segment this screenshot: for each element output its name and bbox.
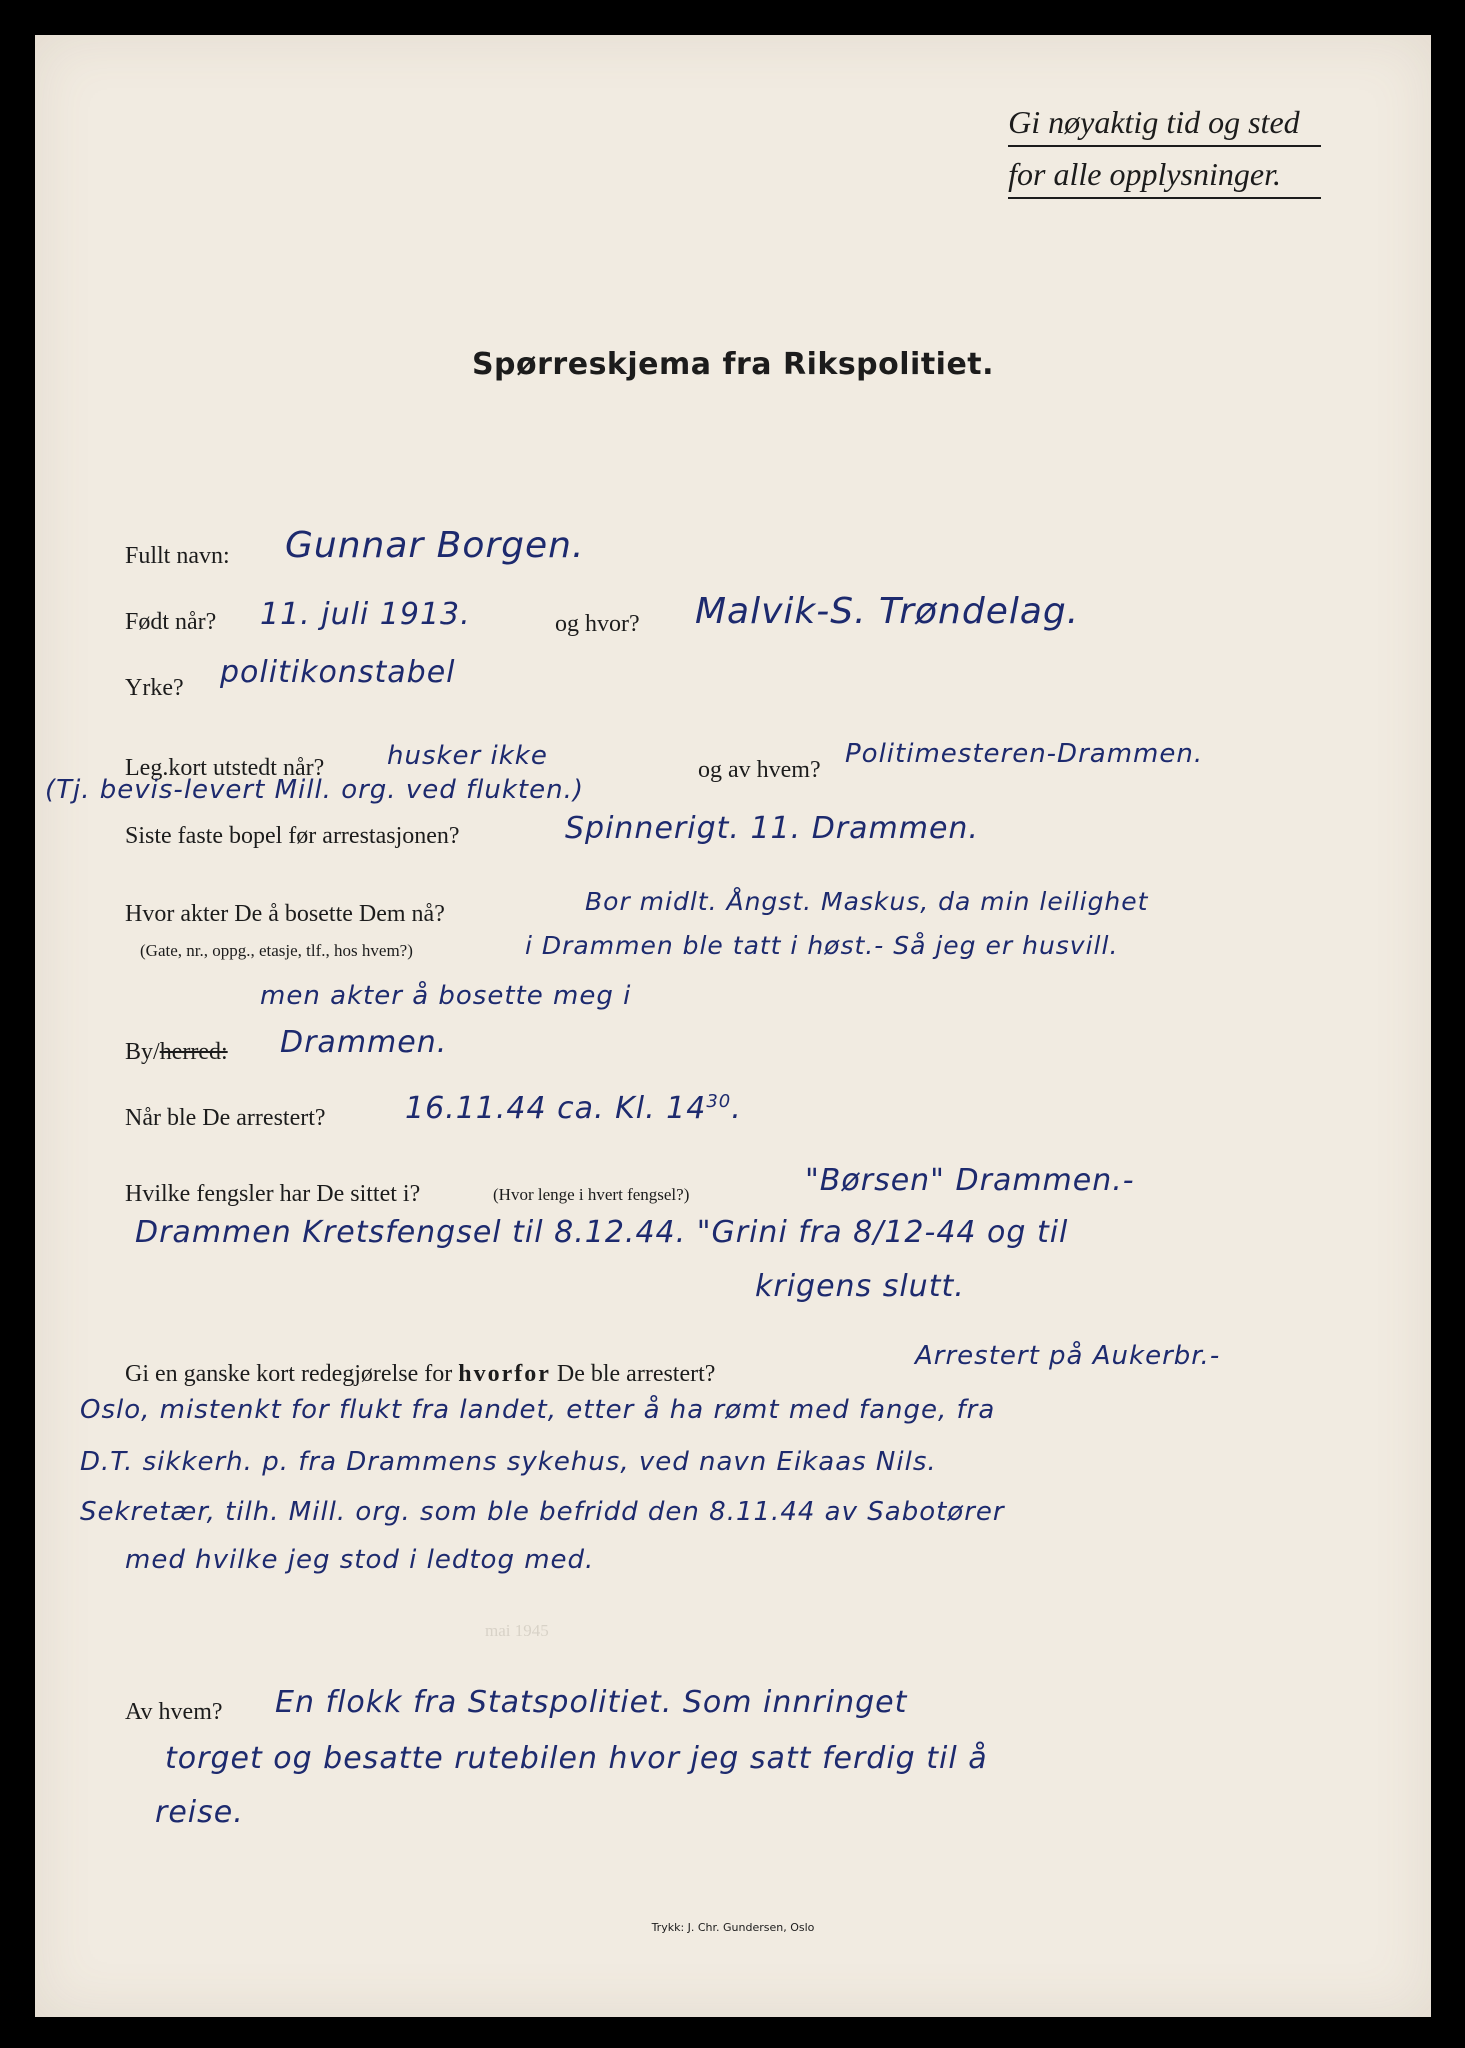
reason-line-4: Sekretær, tilh. Mill. org. som ble befridd den 8.11.44 av Sabotører — [80, 1497, 1005, 1527]
born-value: 11. juli 1913. — [260, 597, 471, 632]
city-label — [125, 1039, 228, 1066]
settle-label: Hvor akter De å bosette Dem nå? — [125, 901, 445, 927]
reason-label-b: hvorfor — [458, 1361, 551, 1387]
form-title: Spørreskjema fra Rikspolitiet. — [471, 347, 995, 382]
notice-line-2: for alle opplysninger. — [1008, 151, 1321, 199]
arrested-date-time: 16.11.44 ca. Kl. 14 — [405, 1091, 707, 1126]
arrested-label: Når ble De arrestert? — [125, 1105, 326, 1131]
arrested-minutes: 30 — [706, 1091, 732, 1112]
born-label: Født når? — [125, 609, 217, 635]
settle-line-1: Bor midlt. Ångst. Maskus, da min leilighet — [585, 887, 1149, 916]
occupation-label: Yrke? — [125, 675, 184, 701]
prisons-line-3: krigens slutt. — [755, 1269, 965, 1304]
reason-line-3: D.T. sikkerh. p. fra Drammens sykehus, ved navn Eikaas Nils. — [80, 1447, 937, 1477]
born-where-value: Malvik-S. Trøndelag. — [695, 591, 1080, 632]
settle-line-3: men akter å bosette meg i — [260, 981, 632, 1011]
last-residence-label: Siste faste bopel før arrestasjonen? — [125, 823, 460, 849]
by-whom-line-3: reise. — [155, 1795, 244, 1830]
city-value: Drammen. — [280, 1025, 448, 1060]
by-whom-line-1: En flokk fra Statspolitiet. Som innringet — [275, 1685, 908, 1720]
full-name-value: Gunnar Borgen. — [285, 525, 585, 566]
notice-line-1: Gi nøyaktig tid og sted — [1008, 99, 1321, 147]
city-label-struck: herred: — [159, 1039, 228, 1065]
born-where-label: og hvor? — [555, 611, 640, 637]
prisons-line-1: "Børsen" Drammen.- — [805, 1163, 1135, 1198]
arrested-end: . — [731, 1091, 742, 1126]
reason-line-1: Arrestert på Aukerbr.- — [915, 1341, 1221, 1371]
city-label-prefix: By/ — [125, 1039, 160, 1065]
last-residence-value: Spinnerigt. 11. Drammen. — [565, 811, 979, 846]
faded-stamp: mai 1945 — [485, 1621, 549, 1640]
id-card-by-value: Politimesteren-Drammen. — [845, 739, 1204, 769]
settle-line-2: i Drammen ble tatt i høst.- Så jeg er husvill. — [525, 931, 1119, 960]
reason-label — [125, 1361, 715, 1388]
id-card-by-label: og av hvem? — [698, 757, 821, 783]
form-paper — [35, 35, 1431, 2017]
settle-sublabel: (Gate, nr., oppg., etasje, tlf., hos hvem?) — [140, 941, 413, 960]
reason-label-a: Gi en ganske kort redegjørelse for — [125, 1361, 453, 1387]
header-notice — [1008, 99, 1321, 199]
reason-line-2: Oslo, mistenkt for flukt fra landet, etter å ha rømt med fange, fra — [80, 1395, 996, 1425]
full-name-label: Fullt navn: — [125, 543, 230, 569]
id-card-value: husker ikke — [387, 741, 548, 771]
reason-line-5: med hvilke jeg stod i ledtog med. — [125, 1545, 595, 1575]
prisons-line-2: Drammen Kretsfengsel til 8.12.44. "Grini fra 8/12-44 og til — [135, 1215, 1069, 1250]
id-card-note: (Tj. bevis-levert Mill. org. ved flukten.) — [45, 775, 584, 805]
by-whom-line-2: torget og besatte rutebilen hvor jeg satt ferdig til å — [165, 1741, 988, 1776]
arrested-value — [405, 1091, 742, 1126]
reason-label-c: De ble arrestert? — [556, 1361, 716, 1387]
by-whom-label: Av hvem? — [125, 1699, 223, 1725]
prisons-label: Hvilke fengsler har De sittet i? — [125, 1181, 421, 1207]
prisons-sublabel: (Hvor lenge i hvert fengsel?) — [493, 1185, 690, 1204]
id-card-label: Leg.kort utstedt når? — [125, 755, 325, 781]
printer-credit: Trykk: J. Chr. Gundersen, Oslo — [651, 1921, 815, 1934]
occupation-value: politikonstabel — [220, 655, 456, 690]
